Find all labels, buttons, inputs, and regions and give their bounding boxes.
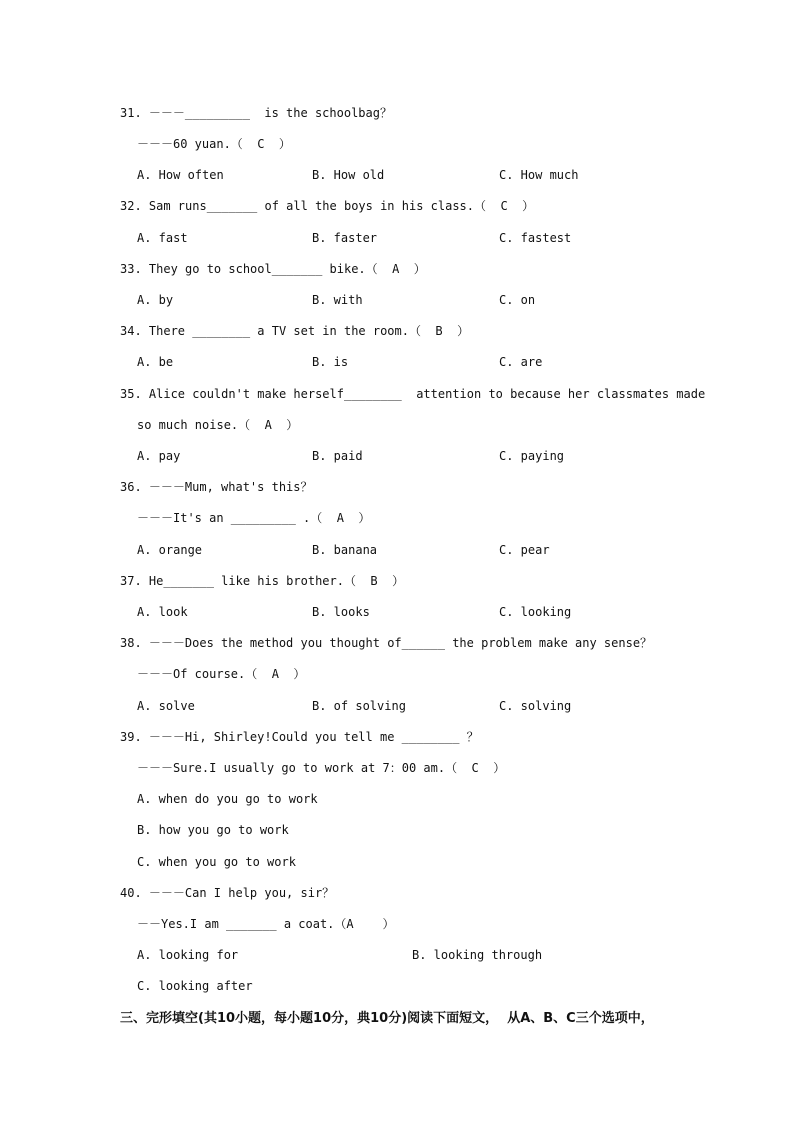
- question-40-option-b: B. looking through: [412, 948, 543, 962]
- question-33-option-c: C. on: [499, 293, 536, 307]
- question-38-option-a: A. solve: [137, 699, 195, 713]
- question-34-option-a: A. be: [137, 355, 174, 369]
- question-38-option-c: C. solving: [499, 699, 572, 713]
- question-34-option-b: B. is: [312, 355, 349, 369]
- question-32-option-a: A. fast: [137, 231, 188, 245]
- question-36-answer-line: －－－It's an _________ .（ A ）: [137, 511, 371, 525]
- question-31-option-b: B. How old: [312, 168, 385, 182]
- question-35-stem: 35. Alice couldn't make herself________ attention to because her classmates made: [120, 387, 706, 401]
- question-36-option-b: B. banana: [312, 543, 378, 557]
- question-31-option-a: A. How often: [137, 168, 224, 182]
- question-36-stem: 36. －－－Mum, what's this？: [120, 480, 313, 494]
- question-39-option-b: B. how you go to work: [137, 823, 289, 837]
- question-34-stem: 34. There ________ a TV set in the room.（ B ）: [120, 324, 470, 338]
- question-39-stem: 39. －－－Hi, Shirley!Could you tell me ________ ？: [120, 730, 479, 744]
- question-31-option-c: C. How much: [499, 168, 579, 182]
- question-40-stem: 40. －－－Can I help you, sir？: [120, 886, 335, 900]
- question-33-option-a: A. by: [137, 293, 174, 307]
- question-40-option-a: A. looking for: [137, 948, 239, 962]
- question-36-option-c: C. pear: [499, 543, 550, 557]
- question-38-stem: 38. －－－Does the method you thought of______ the problem make any sense？: [120, 636, 653, 650]
- question-34-option-c: C. are: [499, 355, 543, 369]
- question-33-stem: 33. They go to school_______ bike.（ A ）: [120, 262, 426, 276]
- question-37-option-a: A. look: [137, 605, 188, 619]
- question-37-option-c: C. looking: [499, 605, 572, 619]
- question-38-answer-line: －－－Of course.（ A ）: [137, 667, 306, 681]
- question-35-option-c: C. paying: [499, 449, 565, 463]
- question-36-option-a: A. orange: [137, 543, 203, 557]
- question-40-option-c: C. looking after: [137, 979, 253, 993]
- question-38-option-b: B. of solving: [312, 699, 406, 713]
- question-39-option-c: C. when you go to work: [137, 855, 296, 869]
- question-31-answer-line: －－－60 yuan.（ C ）: [137, 137, 291, 151]
- question-32-stem: 32. Sam runs_______ of all the boys in his class.（ C ）: [120, 199, 535, 213]
- question-35-option-a: A. pay: [137, 449, 181, 463]
- question-39-option-a: A. when do you go to work: [137, 792, 318, 806]
- question-35-option-b: B. paid: [312, 449, 363, 463]
- question-37-stem: 37. He_______ like his brother.（ B ）: [120, 574, 405, 588]
- question-35-continuation: so much noise.（ A ）: [137, 418, 299, 432]
- question-33-option-b: B. with: [312, 293, 363, 307]
- question-40-answer-line: －－Yes.I am _______ a coat.（A ）: [137, 917, 395, 931]
- section-heading-cloze: 三、完形填空(其10小题，每小题10分，典10分)阅读下面短文， 从A、B、C三个选项中，: [120, 1011, 654, 1026]
- question-32-option-b: B. faster: [312, 231, 378, 245]
- question-39-answer-line: －－－Sure.I usually go to work at 7：00 am.（ C ）: [137, 761, 506, 775]
- question-32-option-c: C. fastest: [499, 231, 572, 245]
- question-31-stem: 31. －－－_________ is the schoolbag？: [120, 106, 392, 120]
- question-37-option-b: B. looks: [312, 605, 370, 619]
